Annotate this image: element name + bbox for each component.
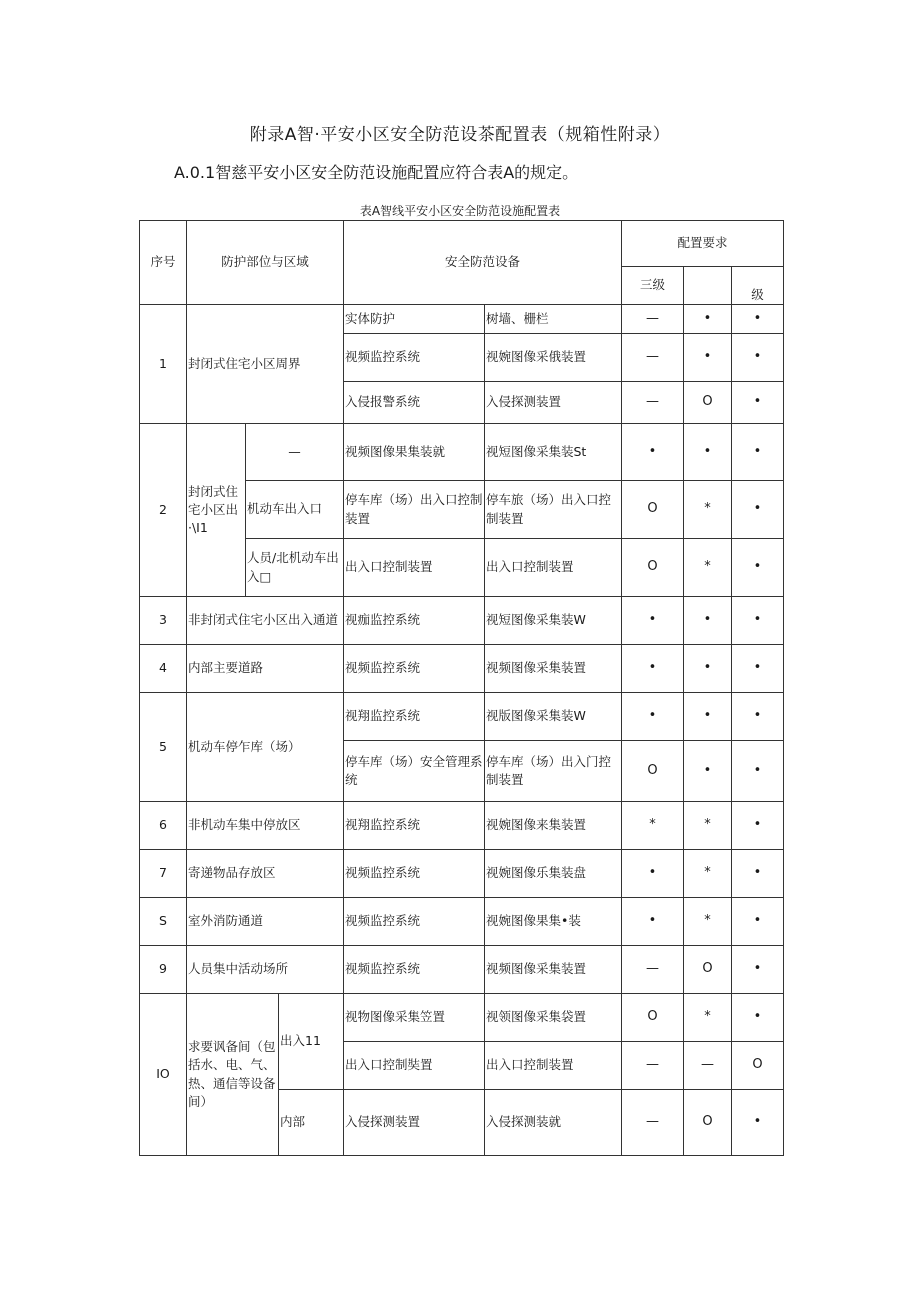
mark-level2: •	[684, 424, 732, 481]
mark-level1: •	[732, 850, 784, 898]
row-device: 出入口控制装置	[485, 1042, 622, 1090]
mark-level2: •	[684, 305, 732, 334]
row-device: 视短图像采集装St	[485, 424, 622, 481]
mark-level3: —	[622, 946, 684, 994]
mark-level3: —	[622, 334, 684, 382]
row-sub-area: 人员/北机动车出入□	[246, 539, 344, 597]
mark-level3: •	[622, 597, 684, 645]
mark-level3: *	[622, 802, 684, 850]
row-no: 6	[140, 802, 187, 850]
row-no: 4	[140, 645, 187, 693]
mark-level3: •	[622, 850, 684, 898]
header-area: 防护部位与区域	[187, 221, 344, 305]
row-area: 内部主要道路	[187, 645, 344, 693]
mark-level1: •	[732, 1090, 784, 1156]
mark-level3: •	[622, 424, 684, 481]
mark-level1: •	[732, 946, 784, 994]
mark-level1: •	[732, 382, 784, 424]
row-device: 视频图像采集装置	[485, 946, 622, 994]
row-system: 出入口控制装置	[344, 539, 485, 597]
header-level2	[684, 267, 732, 305]
mark-level2: O	[684, 946, 732, 994]
mark-level1: •	[732, 645, 784, 693]
row-sub-area: 内部	[279, 1090, 344, 1156]
row-device: 树墙、栅栏	[485, 305, 622, 334]
mark-level2: *	[684, 802, 732, 850]
table-row	[140, 898, 784, 946]
mark-level3: O	[622, 539, 684, 597]
mark-level2: •	[684, 597, 732, 645]
mark-level3: •	[622, 693, 684, 741]
row-area: 机动车停乍库（场）	[187, 693, 344, 802]
row-device: 入侵探测装就	[485, 1090, 622, 1156]
mark-level1: •	[732, 334, 784, 382]
config-table	[139, 220, 784, 1156]
row-device: 视婉图像果集•装	[485, 898, 622, 946]
row-device: 视领图像采集袋置	[485, 994, 622, 1042]
row-no: 1	[140, 305, 187, 424]
header-equipment: 安全防范设备	[344, 221, 622, 305]
mark-level3: —	[622, 1090, 684, 1156]
row-device: 视版图像采集装W	[485, 693, 622, 741]
mark-level1: •	[732, 539, 784, 597]
row-area: 非机动车集中停放区	[187, 802, 344, 850]
mark-level2: —	[684, 1042, 732, 1090]
row-system: 视频监控系统	[344, 898, 485, 946]
row-no: 7	[140, 850, 187, 898]
row-area: 寄递物品存放区	[187, 850, 344, 898]
mark-level2: *	[684, 898, 732, 946]
table-row	[140, 946, 784, 994]
header-no: 序号	[140, 221, 187, 305]
mark-level1: O	[732, 1042, 784, 1090]
mark-level1: •	[732, 424, 784, 481]
row-area: 封闭式住宅小区周界	[187, 305, 344, 424]
row-system: 视频监控系统	[344, 850, 485, 898]
mark-level3: •	[622, 898, 684, 946]
row-system: 视翔监控系统	[344, 693, 485, 741]
row-device: 视婉图像来集装置	[485, 802, 622, 850]
mark-level2: •	[684, 693, 732, 741]
header-requirement: 配置要求	[622, 221, 784, 267]
mark-level3: —	[622, 382, 684, 424]
mark-level3: •	[622, 645, 684, 693]
row-device: 视短图像采集装W	[485, 597, 622, 645]
table-row	[140, 693, 784, 741]
mark-level2: •	[684, 741, 732, 802]
row-system: 视痂监控系统	[344, 597, 485, 645]
row-system: 视翔监控系统	[344, 802, 485, 850]
row-no: 9	[140, 946, 187, 994]
mark-level1: •	[732, 898, 784, 946]
row-device: 视婉图像乐集装盘	[485, 850, 622, 898]
row-sub-area: 出入11	[279, 994, 344, 1090]
appendix-title: 附录A智·平安小区安全防范设茶配置表（规箱性附录）	[249, 125, 671, 145]
table-row	[140, 850, 784, 898]
mark-level3: O	[622, 994, 684, 1042]
row-device: 视频图像采集装置	[485, 645, 622, 693]
mark-level1: •	[732, 741, 784, 802]
row-system: 实体防护	[344, 305, 485, 334]
row-system: 视频图像果集装就	[344, 424, 485, 481]
mark-level1: •	[732, 597, 784, 645]
mark-level1: •	[732, 305, 784, 334]
header-level1: 级	[732, 267, 784, 305]
mark-level1: •	[732, 802, 784, 850]
mark-level2: *	[684, 850, 732, 898]
row-sub-area: —	[246, 424, 344, 481]
header-row	[140, 221, 784, 267]
row-system: 入侵探测装置	[344, 1090, 485, 1156]
mark-level3: O	[622, 481, 684, 539]
mark-level2: *	[684, 539, 732, 597]
mark-level2: O	[684, 382, 732, 424]
row-device: 入侵探测装置	[485, 382, 622, 424]
row-system: 视频监控系统	[344, 334, 485, 382]
row-no: 5	[140, 693, 187, 802]
row-area: 求要讽备间（包括水、电、气、热、通信等设备间）	[187, 994, 279, 1156]
mark-level2: *	[684, 994, 732, 1042]
row-no: S	[140, 898, 187, 946]
mark-level1: •	[732, 481, 784, 539]
header-level3: 三级	[622, 267, 684, 305]
row-system: 视物图像采集笠置	[344, 994, 485, 1042]
row-area: 人员集中活动场所	[187, 946, 344, 994]
table-caption: 表A智线平安小区安全防范设施配置表	[359, 204, 561, 218]
intro-paragraph: A.0.1智慈平安小区安全防范设施配置应符合表A的规定。	[174, 163, 579, 182]
table-row	[140, 802, 784, 850]
row-system: 视频监控系统	[344, 645, 485, 693]
mark-level3: O	[622, 741, 684, 802]
row-area: 室外消防通道	[187, 898, 344, 946]
mark-level1: •	[732, 693, 784, 741]
row-system: 停车库（场）安全管理系统	[344, 741, 485, 802]
row-area: 封闭式住宅小区出·\I1	[187, 424, 246, 597]
row-device: 出入口控制装置	[485, 539, 622, 597]
mark-level2: •	[684, 645, 732, 693]
row-device: 视婉图像采俄装置	[485, 334, 622, 382]
table-row	[140, 645, 784, 693]
mark-level1: •	[732, 994, 784, 1042]
table-row	[140, 305, 784, 334]
row-area: 非封闭式住宅小区出入通道	[187, 597, 344, 645]
row-system: 停车库（场）出入口控制装置	[344, 481, 485, 539]
table-row	[140, 597, 784, 645]
mark-level2: O	[684, 1090, 732, 1156]
row-device: 停车库（场）出入门控制装置	[485, 741, 622, 802]
mark-level2: *	[684, 481, 732, 539]
row-no: IO	[140, 994, 187, 1156]
row-system: 视频监控系统	[344, 946, 485, 994]
mark-level2: •	[684, 334, 732, 382]
table-row	[140, 424, 784, 481]
row-system: 入侵报警系统	[344, 382, 485, 424]
row-sub-area: 机动车出入口	[246, 481, 344, 539]
table-row	[140, 994, 784, 1042]
row-no: 2	[140, 424, 187, 597]
row-no: 3	[140, 597, 187, 645]
mark-level3: —	[622, 305, 684, 334]
row-system: 出入口控制奘置	[344, 1042, 485, 1090]
row-device: 停车旅（场）出入口控制装置	[485, 481, 622, 539]
mark-level3: —	[622, 1042, 684, 1090]
